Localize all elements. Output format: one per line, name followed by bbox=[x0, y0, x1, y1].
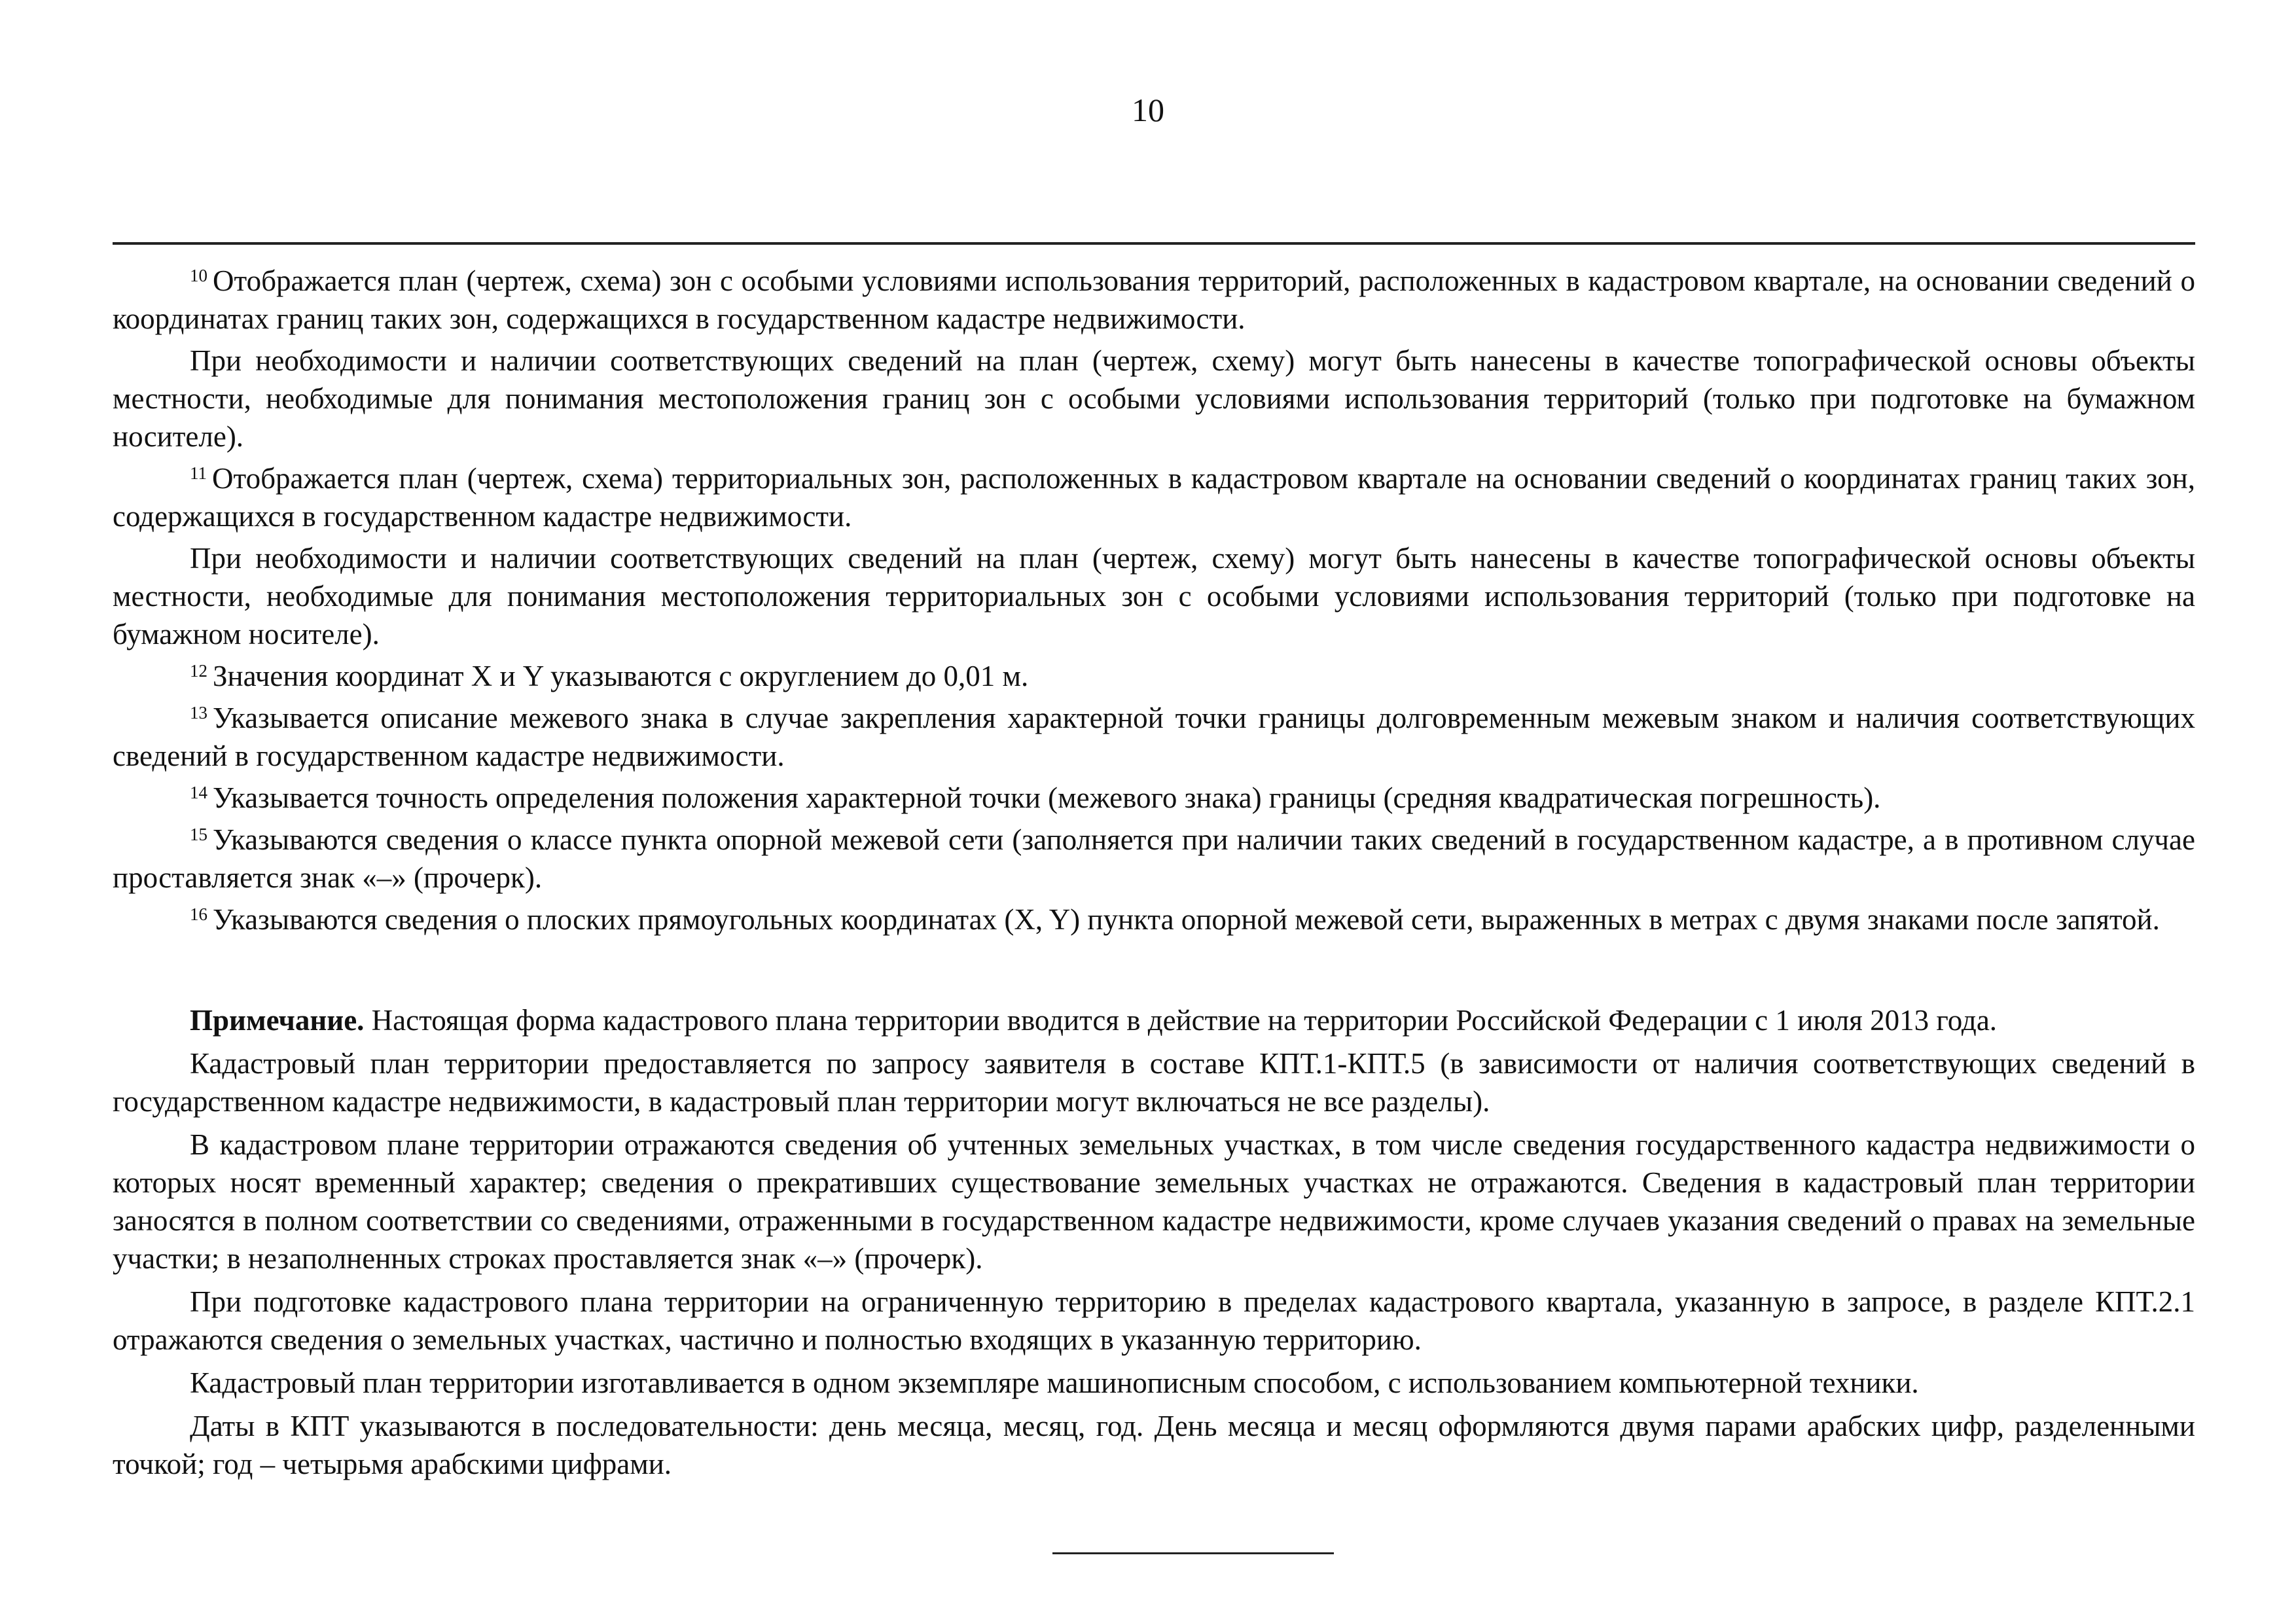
note-paragraph: Кадастровый план территории изготавливается в одном экземпляре машинописным способом, с использованием компьютерной техники. bbox=[190, 1366, 1919, 1399]
footnote-marker: 14 bbox=[190, 783, 207, 802]
footnote-marker: 11 bbox=[190, 463, 207, 483]
footnote-10 bbox=[113, 262, 2195, 338]
footnote-marker: 16 bbox=[190, 904, 207, 924]
footnote-text: Указываются сведения о плоских прямоугольных координатах (X, Y) пункта опорной межевой сети, выраженных в метрах с двумя знаками после запятой. bbox=[213, 903, 2160, 936]
footnote-marker: 15 bbox=[190, 825, 207, 844]
footnote-13 bbox=[113, 699, 2195, 775]
footnote-text: Отображается план (чертеж, схема) территориальных зон, расположенных в кадастровом квартале на основании сведений о координатах границ таких зон, содержащихся в государственном кадастре недвижимости. bbox=[113, 462, 2195, 533]
footnote-text: Значения координат X и Y указываются с округлением до 0,01 м. bbox=[213, 660, 1029, 692]
footnote-text: Указываются сведения о классе пункта опорной межевой сети (заполняется при наличии таких сведений в государственном кадастре, а в противном случае проставляется знак «–» (прочерк). bbox=[113, 823, 2195, 894]
end-rule bbox=[1052, 1552, 1334, 1554]
footnote-marker: 10 bbox=[190, 266, 207, 285]
footnote-14 bbox=[113, 779, 2195, 817]
note-section bbox=[113, 1001, 2195, 1483]
note-paragraph: При подготовке кадастрового плана территории на ограниченную территорию в пределах кадастрового квартала, указанную в запросе, в разделе КПТ.2.1 отражаются сведения о земельных участках, частично и полностью входящих в указанную территорию. bbox=[113, 1285, 2195, 1356]
footnote-text: При необходимости и наличии соответствующих сведений на план (чертеж, схему) могут быть нанесены в качестве топографической основы объекты местности, необходимые для понимания местоположения территориальных зон с особыми условиями использования территорий (только при подготовке на бумажном носителе). bbox=[113, 542, 2195, 651]
footnote-marker: 13 bbox=[190, 703, 207, 722]
note-paragraph: Даты в КПТ указываются в последовательности: день месяца, месяц, год. День месяца и месяц оформляются двумя парами арабских цифр, разделенными точкой; год – четырьмя арабскими цифрами. bbox=[113, 1410, 2195, 1480]
footnote-10-continuation bbox=[113, 342, 2195, 455]
footnote-text: При необходимости и наличии соответствующих сведений на план (чертеж, схему) могут быть нанесены в качестве топографической основы объекты местности, необходимые для понимания местоположения границ зон с особыми условиями использования территорий (только при подготовке на бумажном носителе). bbox=[113, 344, 2195, 453]
footnote-text: Указывается описание межевого знака в случае закрепления характерной точки границы долговременным межевым знаком и наличия соответствующих сведений в государственном кадастре недвижимости. bbox=[113, 702, 2195, 772]
footnote-12 bbox=[113, 657, 2195, 695]
footnotes-section bbox=[113, 262, 2195, 938]
footnote-marker: 12 bbox=[190, 661, 207, 681]
note-label: Примечание. bbox=[190, 1004, 365, 1037]
footnote-text: Отображается план (чертеж, схема) зон с особыми условиями использования территорий, расположенных в кадастровом квартале, на основании сведений о координатах границ таких зон, содержащихся в государственном кадастре недвижимости. bbox=[113, 264, 2195, 335]
footnote-15 bbox=[113, 821, 2195, 897]
footnote-11 bbox=[113, 459, 2195, 535]
footnote-separator bbox=[113, 242, 2195, 245]
note-paragraph: Кадастровый план территории предоставляется по запросу заявителя в составе КПТ.1-КПТ.5 (в зависимости от наличия соответствующих сведений в государственном кадастре недвижимости, в кадастровый план территории могут включаться не все разделы). bbox=[113, 1047, 2195, 1118]
page-number: 10 bbox=[1132, 92, 1164, 128]
footnote-16 bbox=[113, 901, 2195, 938]
note-paragraph: В кадастровом плане территории отражаются сведения об учтенных земельных участках, в том числе сведения государственного кадастра недвижимости о которых носят временный характер; сведения о прекративших существование земельных участках не отражаются. Сведения в кадастровый план территории заносятся в полном соответствии со сведениями, отраженными в государственном кадастре недвижимости, кроме случаев указания сведений о правах на земельные участки; в незаполненных строках проставляется знак «–» (прочерк). bbox=[113, 1128, 2195, 1275]
note-paragraph bbox=[113, 1001, 2195, 1039]
footnote-text: Указывается точность определения положения характерной точки (межевого знака) границы (средняя квадратическая погрешность). bbox=[213, 781, 1881, 814]
footnote-11-continuation bbox=[113, 539, 2195, 653]
note-text: Настоящая форма кадастрового плана территории вводится в действие на территории Российской Федерации с 1 июля 2013 года. bbox=[371, 1004, 1998, 1037]
